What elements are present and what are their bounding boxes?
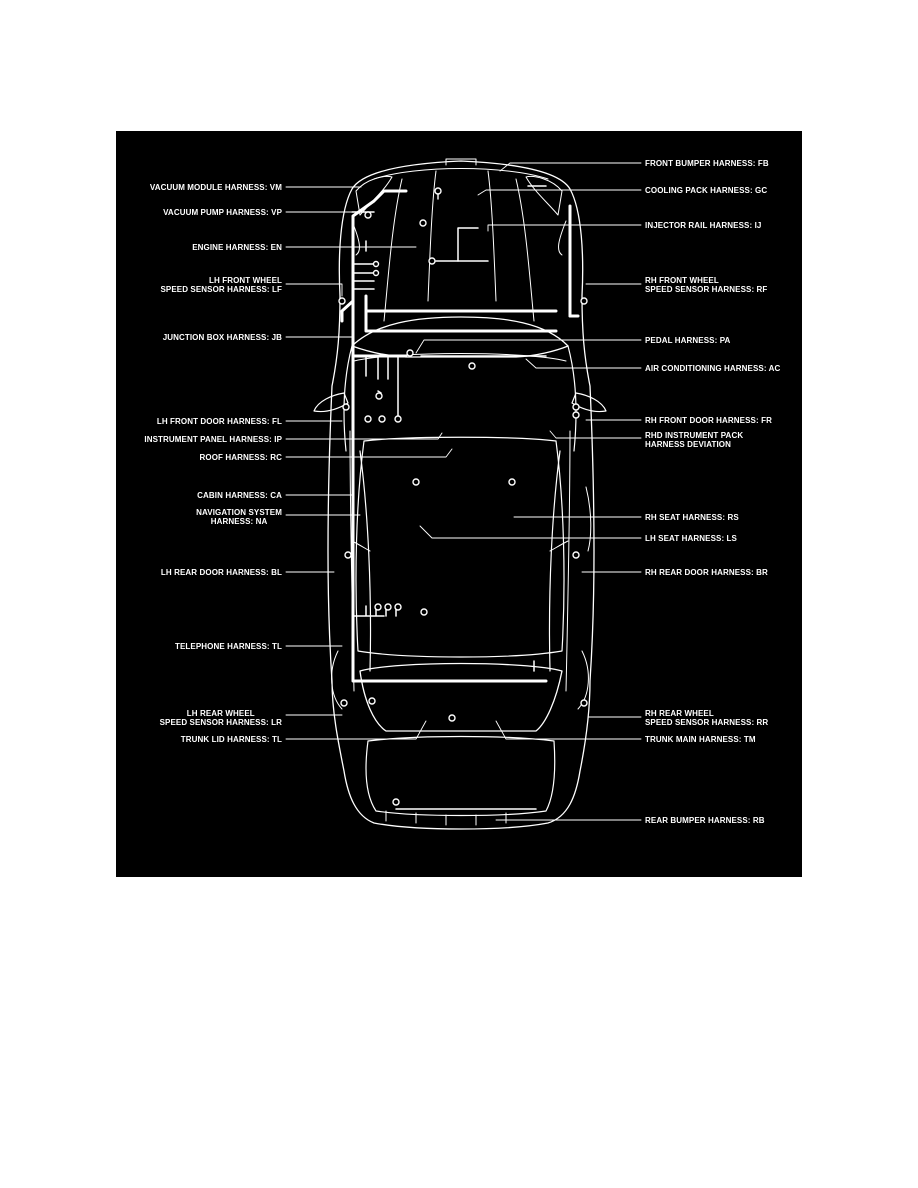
rear-bumper-line [386, 811, 506, 825]
label-telephone-harness: TELEPHONE HARNESS: TL [175, 642, 282, 651]
label-front-bumper-harness: FRONT BUMPER HARNESS: FB [645, 159, 769, 168]
windscreen [352, 317, 568, 357]
label-navigation-system-harness: NAVIGATION SYSTEM HARNESS: NA [196, 508, 282, 526]
label-rear-bumper-harness: REAR BUMPER HARNESS: RB [645, 816, 765, 825]
label-trunk-lid-harness: TRUNK LID HARNESS: TL [180, 735, 282, 744]
rear-window [360, 664, 562, 732]
label-rh-rear-wheel-speed-sensor-harness: RH REAR WHEEL SPEED SENSOR HARNESS: RR [645, 709, 769, 727]
label-cooling-pack-harness: COOLING PACK HARNESS: GC [645, 186, 768, 195]
label-rh-rear-door-harness: RH REAR DOOR HARNESS: BR [645, 568, 768, 577]
label-lh-rear-door-harness: LH REAR DOOR HARNESS: BL [160, 568, 282, 577]
label-rh-seat-harness: RH SEAT HARNESS: RS [645, 513, 739, 522]
label-vacuum-pump-harness: VACUUM PUMP HARNESS: VP [163, 208, 282, 217]
label-lh-seat-harness: LH SEAT HARNESS: LS [645, 534, 737, 543]
label-rhd-instrument-pack-harness-deviation: RHD INSTRUMENT PACK HARNESS DEVIATION [645, 431, 744, 449]
label-lh-front-door-harness: LH FRONT DOOR HARNESS: FL [156, 417, 282, 426]
label-pedal-harness: PEDAL HARNESS: PA [645, 336, 731, 345]
label-instrument-panel-harness: INSTRUMENT PANEL HARNESS: IP [144, 435, 282, 444]
label-injector-rail-harness: INJECTOR RAIL HARNESS: IJ [645, 221, 762, 230]
label-vacuum-module-harness: VACUUM MODULE HARNESS: VM [149, 183, 282, 192]
label-roof-harness: ROOF HARNESS: RC [199, 453, 282, 462]
label-lh-rear-wheel-speed-sensor-harness: LH REAR WHEEL SPEED SENSOR HARNESS: LR [159, 709, 282, 727]
hood-crease-right [516, 179, 534, 321]
hood-crease-left [384, 179, 402, 321]
harness-location-diagram [116, 131, 802, 877]
label-engine-harness: ENGINE HARNESS: EN [192, 243, 282, 252]
label-lh-front-wheel-speed-sensor-harness: LH FRONT WHEEL SPEED SENSOR HARNESS: LF [160, 276, 282, 294]
roof-outline [356, 437, 564, 657]
label-trunk-main-harness: TRUNK MAIN HARNESS: TM [645, 735, 756, 744]
label-rh-front-wheel-speed-sensor-harness: RH FRONT WHEEL SPEED SENSOR HARNESS: RF [645, 276, 768, 294]
label-cabin-harness: CABIN HARNESS: CA [197, 491, 282, 500]
label-junction-box-harness: JUNCTION BOX HARNESS: JB [162, 333, 282, 342]
front-bumper-line [374, 169, 548, 180]
label-rh-front-door-harness: RH FRONT DOOR HARNESS: FR [645, 416, 772, 425]
connector-symbols [339, 188, 587, 805]
harness-branches [352, 186, 546, 809]
label-air-conditioning-harness: AIR CONDITIONING HARNESS: AC [645, 364, 781, 373]
